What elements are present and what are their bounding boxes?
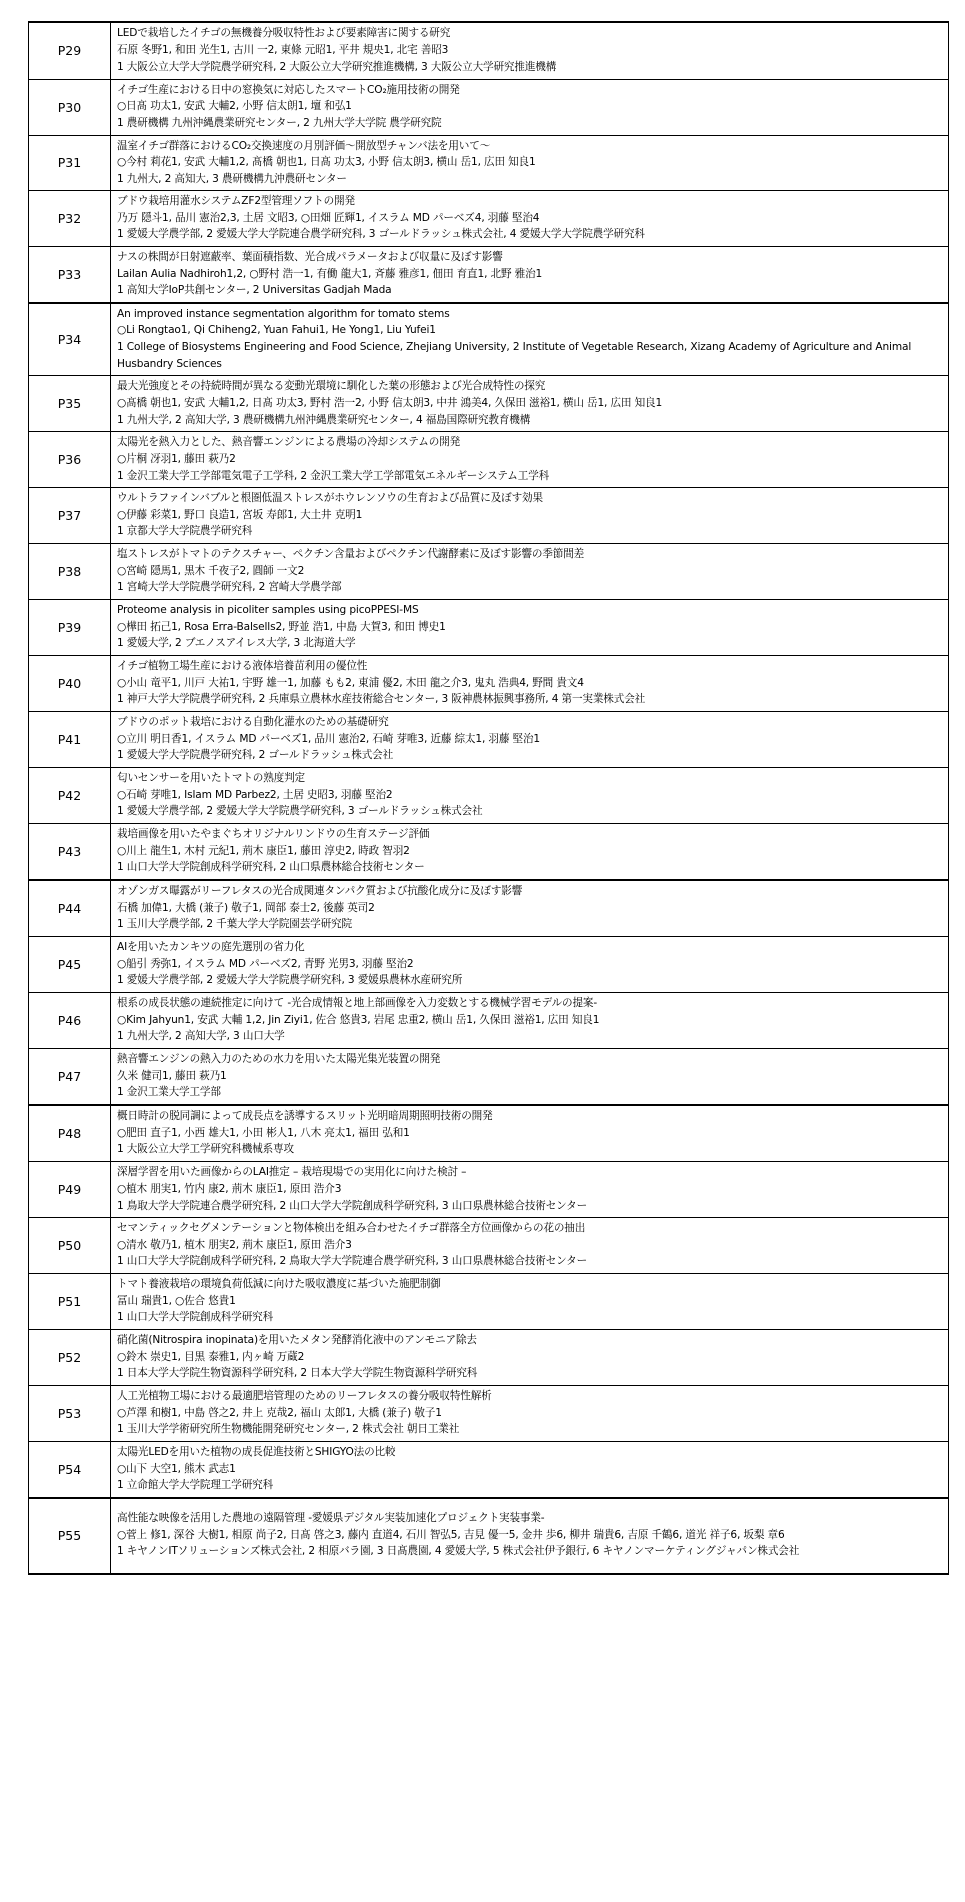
authors: ○清水 敬乃1, 植木 朋実2, 荊木 康臣1, 原田 浩介3 <box>117 1238 352 1251</box>
presentation-title: AIを用いたカンキツの庭先選別の省力化 <box>117 941 305 954</box>
session-id: P49 <box>29 1162 111 1218</box>
affiliations: 1 愛媛大学農学部, 2 愛媛大学大学院農学研究科, 3 ゴールドラッシュ株式会社 <box>117 805 483 818</box>
affiliations: 1 金沢工業大学工学部電気電子工学科, 2 金沢工業大学工学部電気エネルギーシステム工学科 <box>117 469 550 482</box>
session-details <box>111 712 949 768</box>
authors: ○植木 朋実1, 竹内 康2, 荊木 康臣1, 原田 浩介3 <box>117 1182 342 1195</box>
authors: 石橋 加偉1, 大橋 (兼子) 敬子1, 岡部 泰士2, 後藤 英司2 <box>117 901 375 914</box>
session-id: P30 <box>29 79 111 135</box>
session-details <box>111 1218 949 1274</box>
authors: ○Li Rongtao1, Qi Chiheng2, Yuan Fahui1, He Yong1, Liu Yufei1 <box>117 324 436 337</box>
session-details <box>111 1049 949 1105</box>
presentation-title: ブドウ栽培用灌水システムZF2型管理ソフトの開発 <box>117 195 355 208</box>
session-details <box>111 544 949 600</box>
affiliations: 1 山口大学大学院創成科学研究科 <box>117 1311 274 1324</box>
authors: ○日髙 功太1, 安武 大輔2, 小野 信太朗1, 壇 和弘1 <box>117 100 352 113</box>
session-details <box>111 376 949 432</box>
session-row <box>29 1049 949 1105</box>
presentation-title: 人工光植物工場における最適肥培管理のためのリーフレタスの養分吸収特性解析 <box>117 1390 492 1403</box>
affiliations: 1 九州大学, 2 高知大学, 3 山口大学 <box>117 1030 285 1043</box>
authors: ○伊藤 彩菜1, 野口 良造1, 宮坂 寿郎1, 大土井 克明1 <box>117 508 363 521</box>
session-id: P32 <box>29 191 111 247</box>
authors: ○Kim Jahyun1, 安武 大輔 1,2, Jin Ziyi1, 佐合 悠貴3, 岩尾 忠重2, 横山 岳1, 久保田 滋裕1, 広田 知良1 <box>117 1013 600 1026</box>
session-id: P46 <box>29 993 111 1049</box>
presentation-title: 塩ストレスがトマトのテクスチャー、ペクチン含量およびペクチン代謝酵素に及ぼす影響の季節間差 <box>117 548 585 561</box>
session-row <box>29 376 949 432</box>
session-id: P54 <box>29 1441 111 1497</box>
authors: ○樺田 拓己1, Rosa Erra-Balsells2, 野並 浩1, 中島 大賀3, 和田 博史1 <box>117 620 446 633</box>
session-row <box>29 823 949 880</box>
session-details <box>111 993 949 1049</box>
presentation-title: ブドウのポット栽培における自動化灌水のための基礎研究 <box>117 716 389 729</box>
affiliations: 1 宮崎大学大学院農学研究科, 2 宮崎大学農学部 <box>117 581 342 594</box>
session-row <box>29 1329 949 1385</box>
presentation-title: 概日時計の脱同調によって成長点を誘導するスリット光明暗周期照明技術の開発 <box>117 1110 493 1123</box>
affiliations: 1 神戸大学大学院農学研究科, 2 兵庫県立農林水産技術総合センター, 3 阪神農林振興事務所, 4 第一実業株式会社 <box>117 693 646 706</box>
session-id: P42 <box>29 768 111 824</box>
presentation-title: 熱音響エンジンの熱入力のための水力を用いた太陽光集光装置の開発 <box>117 1053 441 1066</box>
affiliations: 1 玉川大学学術研究所生物機能開発研究センター, 2 株式会社 朝日工業社 <box>117 1423 460 1436</box>
presentation-title: トマト養液栽培の環境負荷低減に向けた吸収濃度に基づいた施肥制御 <box>117 1278 441 1291</box>
affiliations: 1 キヤノンITソリューションズ株式会社, 2 相原バラ園, 3 日髙農園, 4 愛媛大学, 5 株式会社伊予銀行, 6 キヤノンマーケティングジャパン株式会社 <box>117 1545 800 1558</box>
program-rows <box>29 22 949 1574</box>
session-id: P38 <box>29 544 111 600</box>
affiliations: 1 高知大学IoP共創センター, 2 Universitas Gadjah Mada <box>117 284 392 297</box>
session-details <box>111 823 949 880</box>
affiliations: 1 九州大学, 2 高知大学, 3 農研機構九州沖縄農業研究センター, 4 福島国際研究教育機構 <box>117 413 531 426</box>
affiliations: 1 農研機構 九州沖縄農業研究センター, 2 九州大学大学院 農学研究院 <box>117 116 442 129</box>
presentation-title: 匂いセンサーを用いたトマトの熟度判定 <box>117 772 305 784</box>
presentation-title: イチゴ生産における日中の窓換気に対応したスマートCO₂施用技術の開発 <box>117 83 460 96</box>
presentation-title: LEDで栽培したイチゴの無機養分吸収特性および要素障害に関する研究 <box>117 27 451 40</box>
session-details <box>111 1329 949 1385</box>
session-id: P34 <box>29 303 111 376</box>
authors: ○宮崎 隠馬1, 黒木 千夜子2, 圓師 一文2 <box>117 564 305 577</box>
presentation-title: ウルトラファインバブルと根圏低温ストレスがホウレンソウの生育および品質に及ぼす効果 <box>117 492 543 505</box>
session-row <box>29 432 949 488</box>
authors: ○鈴木 崇史1, 目黒 泰雅1, 内ヶ崎 万蔵2 <box>117 1350 305 1363</box>
session-id: P40 <box>29 656 111 712</box>
session-row <box>29 488 949 544</box>
authors: ○立川 明日香1, イスラム MD パーベズ1, 品川 憲治2, 石崎 芽唯3, 近藤 綜太1, 羽藤 堅治1 <box>117 732 540 745</box>
session-row <box>29 22 949 79</box>
session-row <box>29 600 949 656</box>
session-details <box>111 1498 949 1574</box>
session-row <box>29 1162 949 1218</box>
program-table <box>28 21 949 1575</box>
session-row <box>29 993 949 1049</box>
session-row <box>29 79 949 135</box>
session-details <box>111 1273 949 1329</box>
presentation-title: 根系の成長状態の連続推定に向けて -光合成情報と地上部画像を入力変数とする機械学習モデルの提案- <box>117 997 597 1010</box>
session-details <box>111 880 949 936</box>
presentation-title: 深層学習を用いた画像からのLAI推定 – 栽培現場での実用化に向けた検討 – <box>117 1166 467 1179</box>
session-row <box>29 1105 949 1162</box>
authors: Lailan Aulia Nadhiroh1,2, ○野村 浩一1, 有働 龍大1, 斉藤 雅彦1, 佃田 育直1, 北野 雅治1 <box>117 267 543 280</box>
session-id: P29 <box>29 22 111 79</box>
session-details <box>111 191 949 247</box>
authors: ○菅上 修1, 深谷 大樹1, 相原 尚子2, 日髙 啓之3, 藤内 直道4, 石川 智弘5, 吉見 優一5, 金井 歩6, 柳井 瑞貴6, 吉原 千鶴6, 道光 祥子6, 坂梨 章6 <box>117 1528 785 1541</box>
session-row <box>29 135 949 191</box>
authors: 石原 冬野1, 和田 光生1, 古川 一2, 東條 元昭1, 平井 規央1, 北宅 善昭3 <box>117 43 449 56</box>
session-details <box>111 135 949 191</box>
session-row <box>29 768 949 824</box>
session-id: P51 <box>29 1273 111 1329</box>
session-details <box>111 937 949 993</box>
authors: ○肥田 直子1, 小西 雄大1, 小田 彬人1, 八木 亮太1, 福田 弘和1 <box>117 1126 410 1139</box>
presentation-title: An improved instance segmentation algorithm for tomato stems <box>117 307 450 320</box>
authors: ○髙橋 朝也1, 安武 大輔1,2, 日髙 功太3, 野村 浩一2, 小野 信太朗3, 中井 鴻美4, 久保田 滋裕1, 横山 岳1, 広田 知良1 <box>117 396 663 409</box>
presentation-title: 栽培画像を用いたやまぐちオリジナルリンドウの生育ステージ評価 <box>117 828 430 841</box>
session-details <box>111 488 949 544</box>
authors: ○芦澤 和樹1, 中島 啓之2, 井上 克哉2, 福山 太郎1, 大橋 (兼子) 敬子1 <box>117 1406 442 1419</box>
presentation-title: 硝化菌(Nitrospira inopinata)を用いたメタン発酵消化液中のアンモニア除去 <box>117 1334 477 1347</box>
session-row <box>29 1273 949 1329</box>
authors: ○石崎 芽唯1, Islam MD Parbez2, 土居 史昭3, 羽藤 堅治2 <box>117 788 393 801</box>
session-row <box>29 937 949 993</box>
session-id: P33 <box>29 247 111 303</box>
affiliations: 1 愛媛大学農学部, 2 愛媛大学大学院連合農学研究科, 3 ゴールドラッシュ株式会社, 4 愛媛大学大学院農学研究科 <box>117 228 645 241</box>
affiliations: 1 金沢工業大学工学部 <box>117 1086 221 1099</box>
session-id: P55 <box>29 1498 111 1574</box>
session-row <box>29 544 949 600</box>
session-row <box>29 247 949 303</box>
presentation-title: 太陽光LEDを用いた植物の成長促進技術とSHIGYO法の比較 <box>117 1445 396 1458</box>
authors: 久米 健司1, 藤田 萩乃1 <box>117 1069 227 1082</box>
session-id: P47 <box>29 1049 111 1105</box>
affiliations: 1 山口大学大学院創成科学研究科, 2 山口県農林総合技術センター <box>117 861 425 874</box>
session-details <box>111 432 949 488</box>
authors: ○小山 竜平1, 川戸 大祐1, 宇野 雄一1, 加藤 もも2, 東浦 優2, 木田 龍之介3, 鬼丸 浩典4, 野間 貴文4 <box>117 676 584 689</box>
session-details <box>111 79 949 135</box>
affiliations: 1 愛媛大学大学院農学研究科, 2 ゴールドラッシュ株式会社 <box>117 749 394 762</box>
authors: ○船引 秀弥1, イスラム MD パーベズ2, 青野 光男3, 羽藤 堅治2 <box>117 957 414 970</box>
session-details <box>111 303 949 376</box>
authors: ○山下 大空1, 熊木 武志1 <box>117 1462 236 1475</box>
authors: 乃万 隠斗1, 品川 憲治2,3, 土居 文昭3, ○田畑 匠輝1, イスラム MD パーベズ4, 羽藤 堅治4 <box>117 211 540 224</box>
session-id: P37 <box>29 488 111 544</box>
session-id: P39 <box>29 600 111 656</box>
authors: ○今村 莉花1, 安武 大輔1,2, 髙橋 朝也1, 日髙 功太3, 小野 信太朗3, 横山 岳1, 広田 知良1 <box>117 156 536 169</box>
affiliations: 1 大阪公立大学大学院農学研究科, 2 大阪公立大学研究推進機構, 3 大阪公立大学研究推進機構 <box>117 60 557 73</box>
session-id: P31 <box>29 135 111 191</box>
session-details <box>111 1162 949 1218</box>
session-details <box>111 1385 949 1441</box>
session-row <box>29 303 949 376</box>
session-id: P41 <box>29 712 111 768</box>
session-row <box>29 1498 949 1574</box>
session-details <box>111 247 949 303</box>
affiliations: 1 九州大, 2 高知大, 3 農研機構九沖農研センター <box>117 172 347 185</box>
session-id: P35 <box>29 376 111 432</box>
authors: ○川上 龍生1, 木村 元紀1, 荊木 康臣1, 藤田 淳史2, 時政 智羽2 <box>117 844 410 857</box>
session-id: P48 <box>29 1105 111 1162</box>
affiliations: 1 愛媛大学農学部, 2 愛媛大学大学院農学研究科, 3 愛媛県農林水産研究所 <box>117 974 463 987</box>
session-details <box>111 768 949 824</box>
affiliations: 1 京都大学大学院農学研究科 <box>117 525 253 538</box>
session-id: P50 <box>29 1218 111 1274</box>
presentation-title: オゾンガス曝露がリーフレタスの光合成関連タンパク質および抗酸化成分に及ぼす影響 <box>117 885 523 898</box>
presentation-title: 温室イチゴ群落におけるCO₂交換速度の月別評価～開放型チャンバ法を用いて～ <box>117 139 491 152</box>
session-details <box>111 656 949 712</box>
session-row <box>29 712 949 768</box>
presentation-title: 太陽光を熱入力とした、熱音響エンジンによる農場の冷却システムの開発 <box>117 436 461 449</box>
session-row <box>29 656 949 712</box>
session-details <box>111 1105 949 1162</box>
authors: ○片桐 冴羽1, 藤田 萩乃2 <box>117 452 236 465</box>
affiliations: 1 鳥取大学大学院連合農学研究科, 2 山口大学大学院創成科学研究科, 3 山口県農林総合技術センター <box>117 1199 588 1212</box>
affiliations: 1 愛媛大学, 2 ブエノスアイレス大学, 3 北海道大学 <box>117 637 356 650</box>
session-details <box>111 1441 949 1497</box>
session-id: P52 <box>29 1329 111 1385</box>
session-id: P44 <box>29 880 111 936</box>
affiliations: 1 玉川大学農学部, 2 千葉大学大学院園芸学研究院 <box>117 918 352 931</box>
affiliations: 1 立命館大学大学院理工学研究科 <box>117 1479 274 1492</box>
session-id: P45 <box>29 937 111 993</box>
session-row <box>29 880 949 936</box>
affiliations: 1 日本大学大学院生物資源科学研究科, 2 日本大学大学院生物資源科学研究科 <box>117 1367 478 1380</box>
affiliations: 1 山口大学大学院創成科学研究科, 2 鳥取大学大学院連合農学研究科, 3 山口県農林総合技術センター <box>117 1255 588 1268</box>
session-row <box>29 1218 949 1274</box>
presentation-title: セマンティックセグメンテーションと物体検出を組み合わせたイチゴ群落全方位画像からの花の抽出 <box>117 1222 586 1235</box>
affiliations: 1 大阪公立大学工学研究科機械系専攻 <box>117 1143 294 1156</box>
session-id: P53 <box>29 1385 111 1441</box>
session-details <box>111 600 949 656</box>
session-details <box>111 22 949 79</box>
session-row <box>29 1385 949 1441</box>
presentation-title: 最大光強度とその持続時間が異なる変動光環境に馴化した葉の形態および光合成特性の探究 <box>117 380 546 393</box>
session-id: P43 <box>29 823 111 880</box>
authors: 冨山 瑞貴1, ○佐合 悠貴1 <box>117 1294 236 1307</box>
session-row <box>29 1441 949 1497</box>
presentation-title: Proteome analysis in picoliter samples using picoPPESI-MS <box>117 604 419 617</box>
presentation-title: ナスの株間が日射遮蔽率、葉面積指数、光合成パラメータおよび収量に及ぼす影響 <box>117 251 503 264</box>
presentation-title: 高性能な映像を活用した農地の遠隔管理 -愛媛県デジタル実装加速化プロジェクト実装事業- <box>117 1512 545 1525</box>
session-id: P36 <box>29 432 111 488</box>
affiliations: 1 College of Biosystems Engineering and Food Science, Zhejiang University, 2 Institute of Vegetable Research, Xizang Academy of Agriculture and Animal Husbandry Sciences <box>117 341 912 370</box>
session-row <box>29 191 949 247</box>
presentation-title: イチゴ植物工場生産における液体培養苗利用の優位性 <box>117 660 368 673</box>
